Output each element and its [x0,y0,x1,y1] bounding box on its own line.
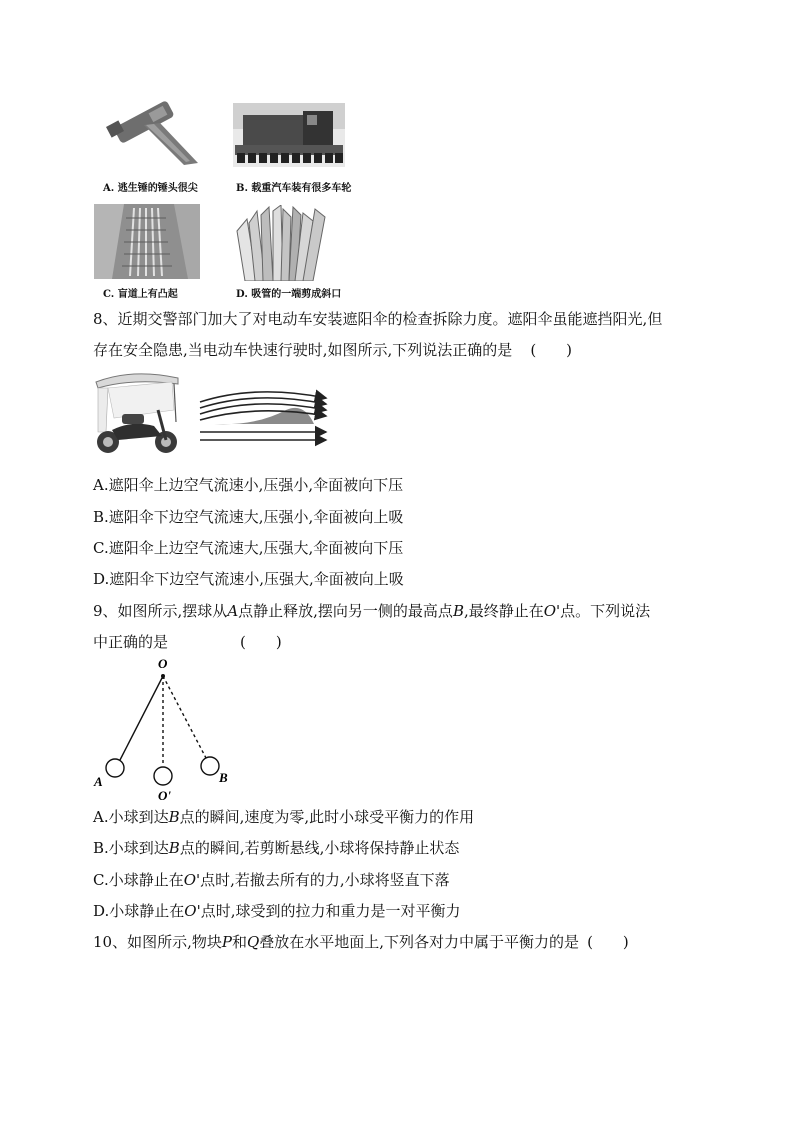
q10-line [93,932,629,952]
q10-var-q: Q [246,933,260,951]
q9-line2 [93,632,282,652]
q9-option-d-part2: 点时,球受到的拉力和重力是一对平衡力 [200,902,461,920]
q10-part1: 10、如图所示,物块 [93,933,222,951]
tactile-paving-image [94,204,200,279]
q9-var-a: A [227,602,239,620]
q9-option-c-part1: C.小球静止在 [93,871,184,889]
q9-line1-part2: 点静止释放,摆向另一侧的最高点 [238,602,453,620]
q9-line2-text: 中正确的是 [93,633,169,651]
caption-a: A. 逃生锤的锤头很尖 [103,183,198,194]
q8-answer-bracket: ( ) [530,341,573,359]
q8-option-b: B.遮阳伞下边空气流速大,压强小,伞面被向上吸 [93,508,404,526]
airflow-diagram [196,382,332,448]
q8-line1: 8、近期交警部门加大了对电动车安装遮阳伞的检查拆除力度。遮阳伞虽能遮挡阳光,但 [93,310,663,328]
q9-line1-part3: ,最终静止在 [463,602,544,620]
q9-line1-part4: 点。下列说法 [560,602,651,620]
q10-var-p: P [221,933,232,951]
q9-option-b [93,838,459,858]
q9-line1 [93,601,650,621]
caption-c: C. 盲道上有凸起 [103,289,178,300]
straws-image [233,205,333,281]
pendulum-label-o: O [158,656,168,671]
q9-option-c [93,870,450,890]
q9-option-d-part1: D.小球静止在 [93,902,185,920]
q9-var-b: B [452,602,464,620]
q10-part2: 和 [231,933,247,951]
caption-d: D. 吸管的一端剪成斜口 [236,289,342,300]
truck-image [233,103,345,167]
q9-option-c-part2: 点时,若撤去所有的力,小球将竖直下落 [200,871,450,889]
q8-line2-text: 存在安全隐患,当电动车快速行驶时,如图所示,下列说法正确的是 [93,341,513,359]
q10-part3: 叠放在水平地面上,下列各对力中属于平衡力的是 [259,933,580,951]
pendulum-label-o-prime: O' [158,788,171,803]
q8-line2 [93,340,572,360]
q9-option-a [93,807,474,827]
q9-line1-part1: 9、如图所示,摆球从 [93,602,228,620]
pendulum-label-b: B [219,770,228,785]
q9-option-b-part2: 点的瞬间,若剪断悬线,小球将保持静止状态 [179,839,460,857]
q9-option-b-var: B [168,839,180,857]
pendulum-diagram [88,654,238,804]
q9-option-d [93,901,460,921]
q8-option-c: C.遮阳伞上边空气流速大,压强大,伞面被向下压 [93,539,404,557]
caption-b: B. 载重汽车装有很多车轮 [236,183,352,194]
q9-var-o: O' [543,602,561,620]
q8-option-a: A.遮阳伞上边空气流速小,压强小,伞面被向下压 [93,476,404,494]
q9-option-a-var: B [168,808,180,826]
q9-option-c-var: O' [183,871,201,889]
hammer-image [100,95,210,167]
q9-option-a-part1: A.小球到达 [93,808,169,826]
q10-answer-bracket: ( ) [587,933,629,951]
q9-option-d-var: O' [184,902,201,920]
pendulum-label-a: A [94,774,103,789]
q9-option-a-part2: 点的瞬间,速度为零,此时小球受平衡力的作用 [179,808,475,826]
q9-option-b-part1: B.小球到达 [93,839,169,857]
scooter-umbrella-image [92,370,190,458]
q9-answer-bracket: ( ) [240,633,282,651]
q8-option-d: D.遮阳伞下边空气流速小,压强大,伞面被向上吸 [93,570,404,588]
